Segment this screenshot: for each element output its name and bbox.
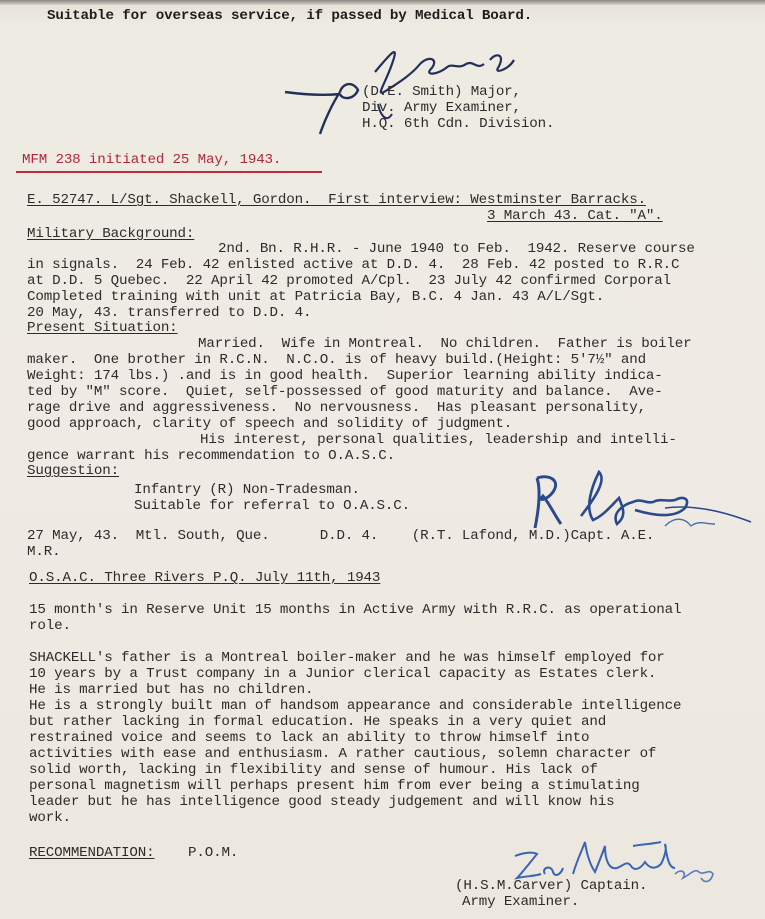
- recommendation-value: P.O.M.: [188, 845, 239, 861]
- ps-line-7: gence warrant his recommendation to O.A.S.C.: [27, 448, 396, 464]
- recommendation-label: RECOMMENDATION:: [29, 845, 155, 861]
- ps-line-4: rage drive and aggressiveness. No nervousness. Has pleasant personality,: [27, 400, 646, 416]
- mfm-underline: [16, 171, 322, 173]
- osac-p2-line-9: leader but he has intelligence good steady judgement and will know his: [29, 794, 615, 810]
- osac-p2-line-4: but rather lacking in formal education. He speaks in a very quiet and: [29, 714, 607, 730]
- osac-p2-line-2: He is married but has no children.: [29, 682, 314, 698]
- header-line2: 3 March 43. Cat. "A".: [487, 208, 663, 224]
- top-note: Suitable for overseas service, if passed by Medical Board.: [47, 8, 533, 24]
- lafond-line-2: M.R.: [27, 544, 61, 560]
- osac-p1-line-0: 15 month's in Reserve Unit 15 months in Active Army with R.R.C. as operational: [29, 602, 682, 618]
- ps-line-6: His interest, personal qualities, leadership and intelli-: [200, 432, 677, 448]
- signer-smith-line2: Div. Army Examiner,: [362, 100, 521, 116]
- suggestion-line-1: Suitable for referral to O.A.S.C.: [134, 498, 411, 514]
- scan-edge: [0, 0, 765, 5]
- ps-line-3: ted by "M" score. Quiet, self-possessed of good maturity and balance. Ave-: [27, 384, 663, 400]
- signer-smith-line3: H.Q. 6th Cdn. Division.: [362, 116, 555, 132]
- osac-p2-line-10: work.: [29, 810, 71, 826]
- osac-p2-line-7: solid worth, lacking in flexibility and sense of humour. His lack of: [29, 762, 598, 778]
- ps-line-0: Married. Wife in Montreal. No children. Father is boiler: [198, 336, 692, 352]
- suggestion-label: Suggestion:: [27, 463, 120, 479]
- present-situation-label: Present Situation:: [27, 320, 178, 336]
- carver-line-2: Army Examiner.: [462, 894, 580, 910]
- mil-line-4: 20 May, 43. transferred to D.D. 4.: [27, 305, 312, 321]
- lafond-line-1: 27 May, 43. Mtl. South, Que. D.D. 4. (R.T. Lafond, M.D.)Capt. A.E.: [27, 528, 655, 544]
- osac-p2-line-5: restrained voice and seems to lack an ability to throw himself into: [29, 730, 590, 746]
- carver-line-1: (H.S.M.Carver) Captain.: [455, 878, 648, 894]
- osac-p2-line-3: He is a strongly built man of handsom appearance and considerable intelligence: [29, 698, 682, 714]
- suggestion-line-0: Infantry (R) Non-Tradesman.: [134, 482, 360, 498]
- mfm-note: MFM 238 initiated 25 May, 1943.: [22, 152, 282, 168]
- osac-p1-line-1: role.: [29, 618, 71, 634]
- mil-line-2: at D.D. 5 Quebec. 22 April 42 promoted A/Cpl. 23 July 42 confirmed Corporal: [27, 273, 672, 289]
- osac-p2-line-8: personal magnetism will perhaps present him from ever being a stimulating: [29, 778, 640, 794]
- osac-p2-line-1: 10 years by a Trust company in a Junior clerical capacity as Estates clerk.: [29, 666, 657, 682]
- ps-line-1: maker. One brother in R.C.N. N.C.O. is of heavy build.(Height: 5'7½" and: [27, 352, 646, 368]
- osac-p2-line-0: SHACKELL's father is a Montreal boiler-maker and he was himself employed for: [29, 650, 665, 666]
- ps-line-2: Weight: 174 lbs.) .and is in good health. Superior learning ability indica-: [27, 368, 663, 384]
- osac-p2-line-6: activities with ease and enthusiasm. A rather cautious, solemn character of: [29, 746, 657, 762]
- mil-line-1: in signals. 24 Feb. 42 enlisted active at D.D. 4. 28 Feb. 42 posted to R.R.C: [27, 257, 680, 273]
- signer-smith-line1: (D.E. Smith) Major,: [362, 84, 521, 100]
- osac-heading: O.S.A.C. Three Rivers P.Q. July 11th, 1943: [29, 570, 381, 586]
- mil-line-0: 2nd. Bn. R.H.R. - June 1940 to Feb. 1942. Reserve course: [218, 241, 695, 257]
- header-line1: E. 52747. L/Sgt. Shackell, Gordon. First interview: Westminster Barracks.: [27, 192, 646, 208]
- ps-line-5: good approach, clarity of speech and solidity of judgment.: [27, 416, 513, 432]
- military-background-label: Military Background:: [27, 226, 195, 242]
- mil-line-3: Completed training with unit at Patricia Bay, B.C. 4 Jan. 43 A/L/Sgt.: [27, 289, 605, 305]
